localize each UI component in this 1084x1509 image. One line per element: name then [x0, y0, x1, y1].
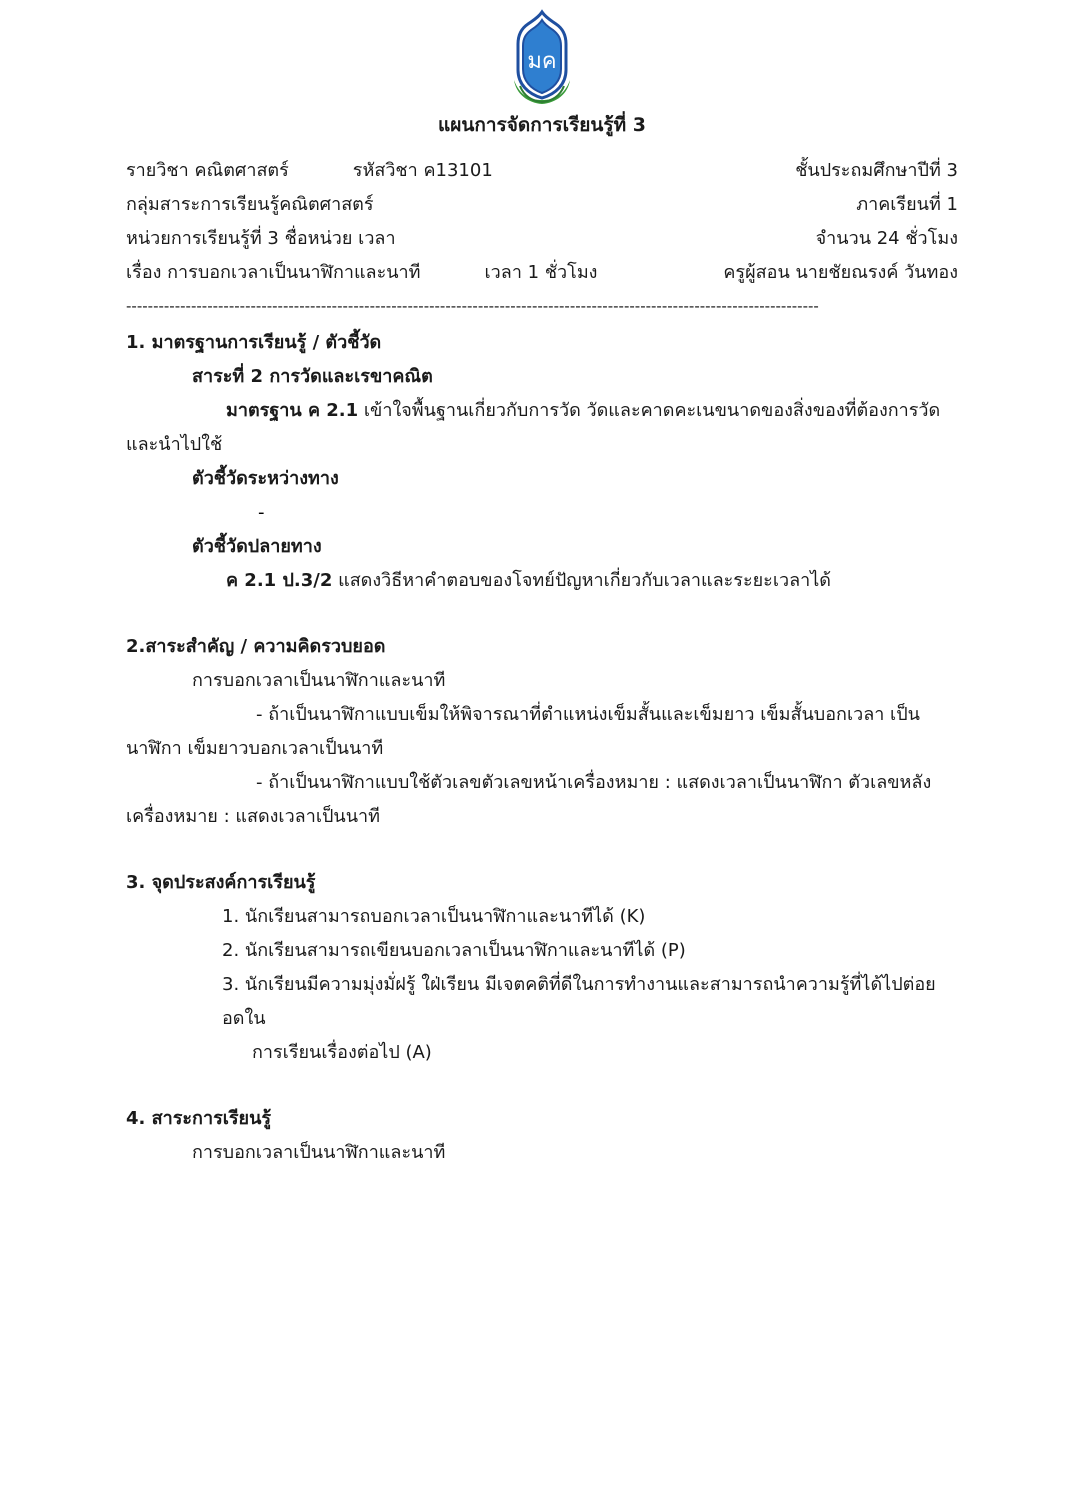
meta-course-code: รหัสวิชา ค13101	[352, 160, 493, 181]
final-indicator-code: ค 2.1 ป.3/2	[226, 570, 333, 591]
meta-row	[126, 222, 958, 256]
section-1-strand: สาระที่ 2 การวัดและเรขาคณิต	[192, 366, 433, 387]
objective-text: 1. นักเรียนสามารถบอกเวลาเป็นนาฬิกาและนาทีได้ (K)	[222, 906, 646, 927]
spacer	[126, 834, 958, 860]
section-4-line-1: การบอกเวลาเป็นนาฬิกาและนาที	[192, 1142, 446, 1163]
page-title: แผนการจัดการเรียนรู้ที่ 3	[438, 114, 646, 136]
meta-duration: เวลา 1 ชั่วโมง	[484, 262, 598, 283]
meta-teacher: ครูผู้สอน นายชัยณรงค์ วันทอง	[723, 262, 958, 283]
meta-topic: เรื่อง การบอกเวลาเป็นนาฬิกาและนาที	[126, 262, 421, 283]
final-indicator-text: แสดงวิธีหาคำตอบของโจทย์ปัญหาเกี่ยวกับเวลาและระยะเวลาได้	[338, 570, 831, 591]
section-2-bullet-1: - ถ้าเป็นนาฬิกาแบบเข็มให้พิจารณาที่ตำแหน่งเข็มสั้นและเข็มยาว เข็มสั้นบอกเวลา เป็น	[256, 704, 920, 725]
standard-text-cont: และนำไปใช้	[126, 434, 223, 455]
meta-semester: ภาคเรียนที่ 1	[856, 194, 958, 215]
school-emblem-icon	[494, 8, 590, 108]
standard-label: มาตรฐาน ค 2.1	[226, 400, 359, 421]
svg-text:มค: มค	[527, 49, 557, 74]
objective-item	[126, 900, 958, 934]
section-2-bullet-2: - ถ้าเป็นนาฬิกาแบบใช้ตัวเลขตัวเลขหน้าเครื่องหมาย : แสดงเวลาเป็นนาฬิกา ตัวเลขหลัง	[256, 772, 932, 793]
mid-indicator-label: ตัวชี้วัดระหว่างทาง	[192, 468, 339, 489]
final-indicator	[126, 564, 958, 598]
meta-learning-area: กลุ่มสาระการเรียนรู้คณิตศาสตร์	[126, 194, 374, 215]
section-2-heading: 2.สาระสำคัญ / ความคิดรวบยอด	[126, 636, 386, 657]
section-3-heading: 3. จุดประสงค์การเรียนรู้	[126, 872, 316, 893]
objective-text: 3. นักเรียนมีความมุ่งมั่ฝรู้ ใฝ่เรียน มีเจตคติที่ดีในการทำงานและสามารถนำความรู้ที่ได้ไปต่อยอดใน	[222, 974, 936, 1029]
meta-row	[126, 188, 958, 222]
objective-text-cont: การเรียนเรื่องต่อไป (A)	[252, 1042, 432, 1063]
section-2-bullet-1-cont: นาฬิกา เข็มยาวบอกเวลาเป็นนาที	[126, 738, 384, 759]
spacer	[126, 1070, 958, 1096]
logo-container	[126, 0, 958, 108]
objective-item	[126, 934, 958, 968]
section-4-heading: 4. สาระการเรียนรู้	[126, 1108, 272, 1129]
section-divider: --------------------------------------------------------------------------------------------------------------------------------	[126, 297, 819, 315]
meta-total-hours: จำนวน 24 ชั่วโมง	[815, 228, 958, 249]
section-1-standard	[126, 394, 958, 462]
meta-row	[126, 256, 958, 290]
objective-item	[126, 968, 958, 1070]
standard-text: เข้าใจพื้นฐานเกี่ยวกับการวัด วัดและคาดคะเนขนาดของสิ่งของที่ต้องการวัด	[363, 400, 941, 421]
section-2-bullet-2-cont: เครื่องหมาย : แสดงเวลาเป็นนาที	[126, 806, 380, 827]
section-1-heading: 1. มาตรฐานการเรียนรู้ / ตัวชี้วัด	[126, 332, 382, 353]
meta-grade-level: ชั้นประถมศึกษาปีที่ 3	[795, 160, 958, 181]
meta-subject: รายวิชา คณิตศาสตร์	[126, 160, 289, 181]
meta-unit: หน่วยการเรียนรู้ที่ 3 ชื่อหน่วย เวลา	[126, 228, 396, 249]
objective-text: 2. นักเรียนสามารถเขียนบอกเวลาเป็นนาฬิกาและนาทีได้ (P)	[222, 940, 686, 961]
section-2-line-1: การบอกเวลาเป็นนาฬิกาและนาที	[192, 670, 446, 691]
spacer	[126, 598, 958, 624]
mid-indicator-value: -	[258, 502, 265, 523]
meta-row	[126, 154, 958, 188]
final-indicator-label: ตัวชี้วัดปลายทาง	[192, 536, 322, 557]
